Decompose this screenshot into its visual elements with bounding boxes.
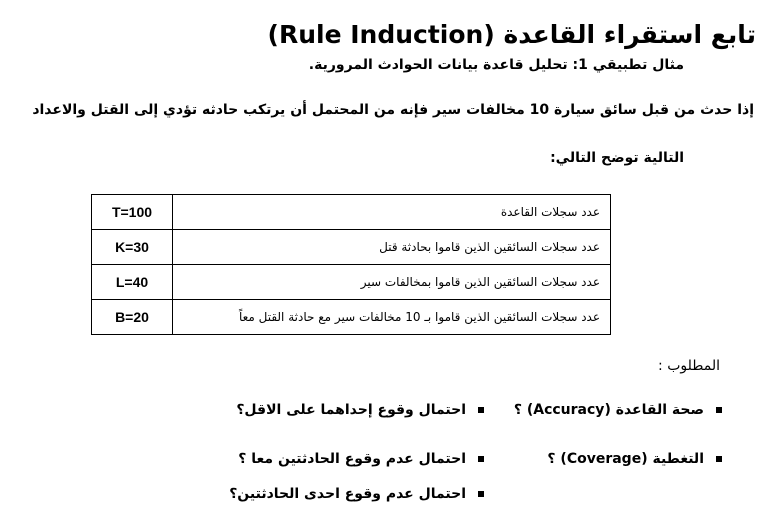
table-cell-label: عدد سجلات السائقين الذين قاموا بحادثة قتل [173,230,611,265]
table-cell-value: L=40 [92,265,173,300]
bullet-icon [716,407,722,413]
bullet-icon [478,407,484,413]
table-cell-label: عدد سجلات القاعدة [173,195,611,230]
table-cell-value: B=20 [92,300,173,335]
question-text: صحة القاعدة (Accuracy) ؟ [513,402,704,418]
question-coverage [547,451,722,467]
question-at-least-one [236,402,484,418]
bullet-icon [478,491,484,497]
required-label: المطلوب : [658,358,720,374]
bullet-icon [716,456,722,462]
question-accuracy [514,402,722,418]
table-row [92,230,611,265]
table-cell-value: T=100 [92,195,173,230]
table-cell-label: عدد سجلات السائقين الذين قاموا بـ 10 مخالفات سير مع حادثة القتل معاً [173,300,611,335]
question-neither-one [229,486,484,502]
table-cell-label: عدد سجلات السائقين الذين قاموا بمخالفات سير [173,265,611,300]
question-text: احتمال عدم وقوع احدى الحادثتين؟ [229,486,466,502]
table-row [92,300,611,335]
question-neither-together [238,451,484,467]
question-text: التغطية (Coverage) ؟ [547,451,704,467]
question-text: احتمال عدم وقوع الحادثتين معا ؟ [238,451,466,467]
data-table [91,194,611,335]
example-heading: مثال تطبيقي 1: تحليل قاعدة بيانات الحوادث المرورية. [308,57,684,73]
page-title: تابع استقراء القاعدة (Rule Induction) [267,20,756,49]
bullet-icon [478,456,484,462]
table-row [92,265,611,300]
table-cell-value: K=30 [92,230,173,265]
problem-statement: إذا حدث من قبل سائق سيارة 10 مخالفات سير فإنه من المحتمل أن يرتكب حادثه تؤدي إلى القتل والاعداد [32,102,754,118]
table-row [92,195,611,230]
table-intro: التالية توضح التالي: [550,150,684,166]
question-text: احتمال وقوع إحداهما على الاقل؟ [236,402,466,418]
